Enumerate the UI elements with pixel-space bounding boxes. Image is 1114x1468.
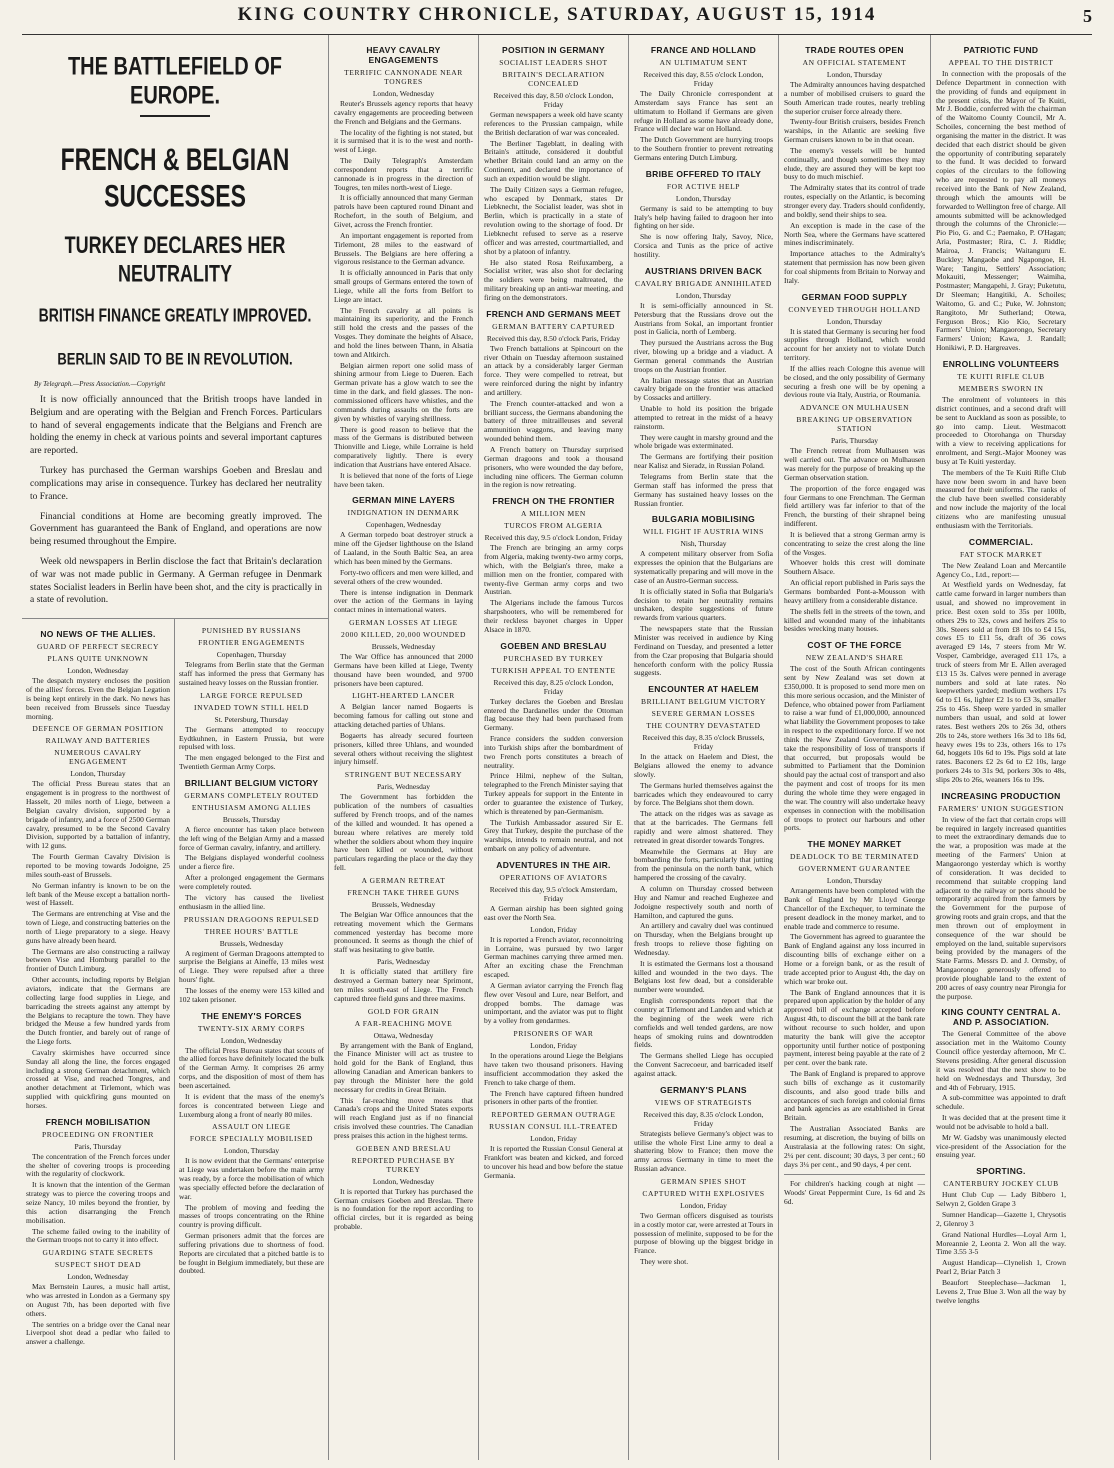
article-dateline: Received this day, 8.35 o'clock London, Friday bbox=[643, 1109, 764, 1128]
article-paragraph: The Germans are fortifying their position near Kalisz and Sieradz, in Russian Poland. bbox=[634, 452, 773, 471]
article-paragraph: German prisoners admit that the forces are suffering privations due to shortness of food. Reports are circulated that a pitched battle is to be fought in Belgium immediately, but these are doubted. bbox=[179, 1231, 324, 1276]
lead-subcolumns bbox=[22, 618, 328, 1460]
article-subheading: THREE HOURS' BATTLE bbox=[204, 926, 299, 936]
article-subheading: SOCIALIST LEADERS SHOT bbox=[499, 58, 608, 67]
article-paragraph: A fierce encounter has taken place between the left wing of the Belgian Army and a massed force of German cavalry, infantry, and artillery. bbox=[179, 824, 324, 852]
article-paragraph: It is officially announced in Paris that only small groups of Germans entered the town of Liege, while all the forts from Belfort to Liege are intact. bbox=[334, 268, 473, 304]
article-paragraph: This far-reaching move means that Canada's crops and the United States exports will reach England just as if no financial crisis involved these countries. The Canadian press praises this action in the highest terms. bbox=[334, 1095, 473, 1140]
article-paragraph: A sub-committee was appointed to draft schedule. bbox=[936, 1093, 1066, 1112]
article-paragraph: Arrangements have been completed with the Bank of England by Mr Lloyd George Chancellor of the Exchequer, to terminate the present deadlock in the money market, and to enable trade and commerce to resume. bbox=[784, 886, 925, 931]
article-dateline: Nish, Thursday bbox=[680, 539, 727, 549]
article-subheading: PROCEEDING ON FRONTIER bbox=[42, 1129, 154, 1139]
article-paragraph: Telegrams from Berlin state that the German staff has informed the press that Germany has sustained heavy losses on the Russian frontier. bbox=[634, 472, 773, 508]
article-paragraph: The French cavalry at all points is maintaining its superiority, and the French still hold the crests and the passes of the Vosges. They dominate the heights of Alsace, and hold the lines between Thann, in Alsatia town and Altkirch. bbox=[334, 305, 473, 359]
article-subheading: STRINGENT BUT NECESSARY bbox=[344, 770, 463, 780]
article-headline: ENCOUNTER AT HAELEM bbox=[648, 684, 759, 695]
article-paragraph: The Fourth German Cavalry Division is reported to be moving towards Jodoigne, 25 miles south-east of Brussels. bbox=[26, 852, 170, 879]
article-paragraph: The Admiralty announces having despatched a number of mobilised cruisers to guard the South American trade routes, nearly trebling the superior cruiser force already there. bbox=[784, 80, 925, 116]
article-subheading: PURCHASED BY TURKEY bbox=[503, 653, 604, 663]
article-subheading: INVADED TOWN STILL HELD bbox=[194, 702, 309, 712]
article-paragraph: The newspapers state that the Russian Minister was received in audience by King Ferdinand on Tuesday, and presented a letter from the Czar proposing that Bulgaria should henceforth conform with the policy Russia suggests. bbox=[634, 624, 773, 678]
article-paragraph: An official report published in Paris says the Germans bombarded Pont-a-Mousson with heavy artillery from a considerable distance. bbox=[784, 578, 925, 605]
article-dateline: London, Wednesday bbox=[67, 666, 129, 676]
article-paragraph: Grand National Hurdles—Loyal Arm 1, Moreannie 2, Leonta 2. Won all the way. Time 3.55 3-5 bbox=[936, 1229, 1066, 1257]
article-headline: BULGARIA MOBILISING bbox=[651, 514, 756, 525]
article-subheading: CONVEYED THROUGH HOLLAND bbox=[788, 304, 921, 314]
article-paragraph: There is good reason to believe that the mass of the Germans is distributed between Thionville and Liege, while Lorraine is held comparatively lightly. There is every indication that Austrians have entered Alsace. bbox=[334, 424, 473, 469]
article-subheading: FOR ACTIVE HELP bbox=[666, 181, 741, 191]
article-dateline: London, Wednesday bbox=[372, 1176, 435, 1186]
news-column-3 bbox=[329, 35, 479, 1460]
article-dateline: London, Thursday bbox=[826, 316, 883, 326]
article-dateline: Paris, Thursday bbox=[74, 1141, 122, 1151]
article-paragraph: The French have captured fifteen hundred prisoners in other parts of the frontier. bbox=[484, 1088, 623, 1107]
article-headline: THE MONEY MARKET bbox=[807, 839, 902, 850]
article-subheading: AN ULTIMATUM SENT bbox=[659, 58, 748, 67]
article-paragraph: The Australian Associated Banks are resuming, at discretion, the buying of bills on Australasia at the following rates: On sight, 2¼ per cent. discount; 30 days, 3 per cent.; 60 days 3¼ per cent., and 90 days, 4 per cent. bbox=[784, 1124, 925, 1169]
article-subheading: GERMAN LOSSES AT LIEGE bbox=[349, 618, 458, 628]
article-subheading: GERMAN BATTERY CAPTURED bbox=[492, 321, 615, 331]
article-subheading: GUARD OF PERFECT SECRECY bbox=[37, 642, 159, 652]
article-paragraph: The Daily Chronicle correspondent at Amsterdam says France has sent an ultimatum to Holland if Germans are given refuge in Holland as some have already done, France will declare war on Holland. bbox=[634, 89, 773, 134]
article-paragraph: An exception is made in the case of the North Sea, where the Germans have scattered mines indiscriminately. bbox=[784, 220, 925, 248]
lead-paragraph: Week old newspapers in Berlin disclose the fact that Britain's declaration of war was not made public in Germany. A German refugee in Denmark states Socialist leaders in Berlin have been shot, and the city is practically in a state of revolution. bbox=[30, 556, 322, 606]
article-paragraph: It is believed that none of the forts of Liege have been taken. bbox=[334, 470, 473, 489]
article-paragraph: The Germans are also constructing a railway between Vise and Homburg parallel to the frontier of Dutch Limburg. bbox=[26, 946, 170, 974]
article-paragraph: The Government has agreed to guarantee the Bank of England against any loss incurred in discounting bills of exchange either on a Home or a foreign bank, or as the result of trade accepted prior to August 4th, the day on which war broke out. bbox=[784, 932, 925, 986]
article-dateline: Received this day, 8.50 o'clock Paris, Friday bbox=[486, 333, 621, 343]
article-paragraph: It is stated that Germany is securing her food supplies through Holland, which would account for her anxiety not to violate Dutch territory. bbox=[784, 326, 925, 363]
article-paragraph: Turkey declares the Goeben and Breslau entered the Dardanelles under the Ottoman flag because they had been purchased from Germany. bbox=[484, 696, 623, 733]
article-headline: TRADE ROUTES OPEN bbox=[805, 45, 904, 55]
article-dateline: Ottawa, Wednesday bbox=[373, 1030, 434, 1040]
lead-headlines bbox=[22, 35, 328, 394]
article-subheading: PRISONERS OF WAR bbox=[513, 1029, 594, 1039]
section-rule bbox=[784, 1174, 925, 1175]
article-paragraph: Whoever holds this crest will dominate Southern Alsace. bbox=[784, 558, 925, 577]
article-headline: COMMERCIAL. bbox=[968, 536, 1034, 547]
article-paragraph: The New Zealand Loan and Mercantile Agency Co., Ltd., report:— bbox=[936, 560, 1066, 579]
article-subheading: FRENCH TAKE THREE GUNS bbox=[347, 887, 460, 897]
article-subheading: A FAR-REACHING MOVE bbox=[354, 1018, 453, 1028]
article-paragraph: Two French battalions at Spincourt on the river Othain on Tuesday afternoon sustained an attack by a considerably larger German force. They were compelled to retreat, but were reinforced during the night by infantry and artillery. bbox=[484, 343, 623, 397]
article-headline: SPORTING. bbox=[976, 1166, 1026, 1177]
article-paragraph: The War Office has announced that 2000 Germans have been killed at Liege, Twenty thousand have been wounded, and 9700 prisoners have been captured. bbox=[334, 652, 473, 688]
article-paragraph: The Admiralty states that its control of trade routes, especially on the Atlantic, is becoming stronger every day. Traders should confidently, and boldly, send their ships to sea. bbox=[784, 183, 925, 219]
article-paragraph: It was decided that at the present time it would not be advisable to hold a ball. bbox=[936, 1113, 1066, 1131]
article-paragraph: They were caught in marshy ground and the whole brigade was exterminated. bbox=[634, 432, 773, 451]
article-subheading: ADVANCE ON MULHAUSEN bbox=[799, 403, 910, 413]
article-subheading: WILL FIGHT IF AUSTRIA WINS bbox=[643, 527, 764, 537]
article-dateline: Received this day, 8.35 o'clock Brussels, Friday bbox=[642, 733, 765, 752]
article-dateline: London, Friday bbox=[680, 1200, 727, 1210]
article-paragraph: It is believed that a strong German army is concentrating to seize the crest along the line of the Vosges. bbox=[784, 529, 925, 557]
article-paragraph: The shells fell in the streets of the town, and killed and wounded many of the inhabitants besides wrecking many houses. bbox=[784, 606, 925, 634]
lead-body bbox=[22, 394, 328, 614]
article-headline: KING COUNTY CENTRAL A. AND P. ASSOCIATION. bbox=[941, 1007, 1061, 1028]
article-paragraph: No German infantry is known to be on the left bank of the Meuse except a battalion north-west of Hasselt. bbox=[26, 880, 170, 908]
article-paragraph: In the attack on Haelem and Diest, the Belgians allowed the enemy to advance slowly. bbox=[634, 752, 773, 779]
article-paragraph: In the operations around Liege the Belgians have taken two thousand prisoners. Having insufficient accommodation they asked the French to take charge of them. bbox=[484, 1051, 623, 1087]
page-number: 5 bbox=[1083, 6, 1092, 26]
article-headline: BRIBE OFFERED TO ITALY bbox=[645, 168, 762, 179]
article-paragraph: She is now offering Italy, Savoy, Nice, Corsica and Tunis as the price of active hostility. bbox=[634, 232, 773, 259]
article-paragraph: The Dutch Government are hurrying troops to the Southern frontier to prevent retreating Germans entering Dutch Limburg. bbox=[634, 135, 773, 162]
article-headline: PATRIOTIC FUND bbox=[963, 45, 1039, 55]
article-paragraph: English correspondents report that the country at Tirlemont and Landen and which at the beginning of the week were rich cornfields and well tended gardens, are now heaps of smoking ruins and downtrodden fields. bbox=[634, 996, 773, 1050]
article-paragraph: The enrolment of volunteers in this district continues, and a second draft will be sent to Auckland as soon as possible, to go into camp. Lieut. Westmacott proceeded to Otorohanga on Thursday with a view to receiving applications for enrolment, and Sergt.-Major Mooney was busy at Te Kuiti yesterday. bbox=[936, 395, 1066, 466]
article-paragraph: A column on Thursday crossed between Huy and Namur and reached Eughezee and Jodoigne respectively south and north of Hamilton, and captured the guns. bbox=[634, 884, 773, 920]
article-headline: ENROLLING VOLUNTEERS bbox=[942, 359, 1060, 369]
article-paragraph: Twenty-four British cruisers, besides French warships, in the Atlantic are seeking five German cruisers known to be in that ocean. bbox=[784, 117, 925, 145]
article-subheading: RUSSIAN CONSUL ILL-TREATED bbox=[489, 1122, 618, 1132]
article-subheading: TE KUITI RIFLE CLUB bbox=[957, 372, 1045, 381]
article-paragraph: The sentries on a bridge over the Canal near Liverpool shot dead a pedlar who failed to answer a challenge. bbox=[26, 1319, 170, 1347]
article-subheading: OPERATIONS OF AVIATORS bbox=[499, 873, 608, 882]
article-dateline: London, Wednesday bbox=[67, 1272, 129, 1282]
article-paragraph: Strategists believe Germany's object was to utilise the whole First Line army to deal a shattering blow to France; then move the army across Germany in time to meet the Russian advance. bbox=[634, 1128, 773, 1174]
article-subheading: SEVERE GERMAN LOSSES bbox=[651, 709, 756, 719]
article-paragraph: The Government has forbidden the publication of the numbers of casualties suffered by French troops, and of the names of the killed and wounded. It has opened a bureau where relatives are merely told whether the soldiers about whom they inquire have been killed or wounded, without particulars regarding the place or the day they fell. bbox=[334, 792, 473, 873]
masthead-title: KING COUNTRY CHRONICLE, SATURDAY, AUGUST 15, 1914 bbox=[237, 4, 877, 25]
article-paragraph: It is reported a French aviator, reconnoitring in Lorraine, was pursued by two larger German machines carrying three armed men. After an exciting chase the Frenchman escaped. bbox=[484, 934, 623, 980]
article-paragraph: By arrangement with the Bank of England, the Finance Minister will act as trustee to hold gold for the Bank of England, thus allowing Canadian and American bankers to pay through the Minister here the gold necessary for credits in Great Britain. bbox=[334, 1040, 473, 1094]
article-headline: HEAVY CAVALRY ENGAGEMENTS bbox=[366, 45, 441, 65]
article-paragraph: It is semi-officially announced in St. Petersburg that the Russians drove out the Austrians from Sokal, an important frontier post in Galicia, north of Lemberg. bbox=[634, 300, 773, 337]
lead-column bbox=[22, 35, 329, 1460]
article-headline: GERMANY'S PLANS bbox=[660, 1084, 747, 1095]
news-column-4 bbox=[479, 35, 629, 1460]
article-paragraph: Meanwhile the Germans at Huy are bombarding the forts, particularly that jutting from the peninsula on the north bank, which hampered the crossing of the cavalry. bbox=[634, 846, 773, 883]
lead-paragraph: It is now officially announced that the British troops have landed in Belgium and are operating with the Belgian and French Forces. Particulars to hand of several engagements indicate that the Belgians and French are holding the enemy in check at various points and several important captures are reported. bbox=[30, 395, 322, 457]
article-subheading: GOLD FOR GRAIN bbox=[367, 1006, 440, 1016]
article-subheading: APPEAL TO THE DISTRICT bbox=[948, 58, 1054, 67]
article-paragraph: The Germans hurled themselves against the barricades which they endeavoured to carry by force. The Belgians shot them down. bbox=[634, 780, 773, 808]
article-dateline: Paris, Wednesday bbox=[377, 782, 430, 792]
article-paragraph: It is now evident that the Germans' enterprise at Liege was undertaken before the main army was ready, by a force the mobilisation of which was specially effected before the declaration of war. bbox=[179, 1156, 324, 1201]
article-dateline: London, Thursday bbox=[675, 290, 732, 300]
article-paragraph: The Algerians include the famous Turcos sharpshooters, who will be remembered for their reckless bayonet charges in Upper Alsace in 1870. bbox=[484, 598, 623, 634]
article-paragraph: They pursued the Austrians across the Bug river, blowing up a bridge and a viaduct. A German general commands the Austrian troops on the Austrian frontier. bbox=[634, 338, 773, 374]
article-headline: FRENCH MOBILISATION bbox=[45, 1116, 151, 1127]
article-headline: GOEBEN AND BRESLAU bbox=[500, 640, 607, 651]
article-subheading: A GERMAN RETREAT bbox=[361, 875, 446, 885]
article-subheading: GUARDING STATE SECRETS bbox=[42, 1248, 154, 1258]
article-paragraph: The Daily Telegraph's Amsterdam correspondent reports that a terrific cannonade is in progress in the direction of Tougres, ten miles north-west of Liege. bbox=[334, 156, 473, 192]
article-paragraph: It is reported the Russian Consul General at Frankfort was beaten and kicked, and forced to uncover his head and bow before the statue Germania. bbox=[484, 1144, 623, 1180]
article-subheading: BRITAIN'S DECLARATION CONCEALED bbox=[502, 70, 605, 88]
article-subheading: GOEBEN AND BRESLAU bbox=[356, 1143, 451, 1153]
article-paragraph: The Bank of England is prepared to approve such bills of exchange as it customarily discounts, and also good trade bills and acceptances of such foreign and colonial firms and bank agencies as are established in Great Britain. bbox=[784, 1069, 925, 1123]
article-dateline: Brussels, Wednesday bbox=[219, 938, 284, 948]
article-subheading: ENTHUSIASM AMONG ALLIES bbox=[191, 802, 312, 812]
masthead bbox=[22, 4, 1092, 35]
news-column-7 bbox=[931, 35, 1071, 1460]
article-subheading: TERRIFIC CANNONADE NEAR TONGRES bbox=[344, 68, 463, 86]
article-subheading: CANTERBURY JOCKEY CLUB bbox=[943, 1179, 1059, 1189]
article-headline: FRENCH AND GERMANS MEET bbox=[486, 308, 621, 319]
article-paragraph: There is intense indignation in Denmark over the action of the Germans in laying contact mines in international waters. bbox=[334, 587, 473, 615]
article-paragraph: Other accounts, including reports by Belgian aviators, indicate that the Germans are collecting large food supplies in Liege, and barricading the streets against any attempt by the Belgians to recapture the town. They have bridged the Meuse a few hundred yards from the Dutch frontier, and barely out of range of the Liege forts. bbox=[26, 975, 170, 1047]
article-dateline: Paris, Thursday bbox=[831, 436, 878, 446]
article-dateline: Brussels, Thursday bbox=[222, 814, 281, 824]
article-paragraph: The proportion of the force engaged was four Germans to one Frenchman. The German field artillery was far inferior to that of the French, the bursting of their shrapnel being indifferent. bbox=[784, 483, 925, 529]
article-dateline: London, Friday bbox=[530, 924, 577, 934]
article-paragraph: Cavalry skirmishes have occurred since Sunday all along the line, the forces engaged including a strong German detachment, which crossed at Vise, and reached Tongres, and another detachment at Tirlemont, which was supplied with quickfiring guns mounted on horses. bbox=[26, 1047, 170, 1110]
article-paragraph: Telegrams from Berlin state that the German staff has informed the press that Germany has sustained heavy losses on the Russian frontier. bbox=[179, 660, 324, 687]
article-subheading: ASSAULT ON LIEGE bbox=[212, 1122, 291, 1132]
article-paragraph: After a prolonged engagement the Germans were completely routed. bbox=[179, 873, 324, 891]
article-subheading: CAVALRY BRIGADE ANNIHILATED bbox=[635, 278, 772, 288]
article-paragraph: The men engaged belonged to the First and Twentieth German Army Corps. bbox=[179, 753, 324, 772]
article-dateline: Copenhagen, Wednesday bbox=[365, 520, 442, 530]
article-paragraph: A German airship has been sighted going east over the North Sea. bbox=[484, 904, 623, 922]
article-paragraph: The members of the Te Kuiti Rifle Club have now been sworn in and have been measured for their uniforms. The ranks of the club have been swelled considerably and now include the majority of the local citizens who are manifesting unusual enthusiasm with the Territorials. bbox=[936, 467, 1066, 530]
article-paragraph: The Belgian War Office announces that the retreating movement which the Germans commenced yesterday has become more pronounced. It seems as though the chief of staff was hesitating to give battle. bbox=[334, 909, 473, 955]
columns bbox=[22, 35, 1092, 1460]
article-paragraph: Germany is said to be attempting to buy Italy's help having failed to dragoon her into fighting on her side. bbox=[634, 203, 773, 231]
article-paragraph: The enemy's vessels will be hunted continually, and though sometimes they may elude, they are assured they will be kept too busy to do much mischief. bbox=[784, 145, 925, 182]
article-paragraph: Two German officers disguised as tourists in a costly motor car, were arrested at Tours in possession of melinite, supposed to be for the purpose of blowing up the biggest bridge in France. bbox=[634, 1210, 773, 1256]
headline-berlin: BERLIN SAID TO BE IN REVOLUTION. bbox=[57, 348, 293, 369]
article-headline: THE ENEMY'S FORCES bbox=[201, 1010, 302, 1021]
article-paragraph: It is reported that Turkey has purchased the German cruisers Goeben and Breslau. There is no foundation for the report according to official circles, but it is regarded as being probable. bbox=[334, 1186, 473, 1232]
article-paragraph: A Belgian lancer named Bogaerts is becoming famous for calling out stone and attacking detached parties of Uhlans. bbox=[334, 702, 473, 730]
article-paragraph: The General Committee of the above association met in the Waitomo County Council office yesterday afternoon, Mr C. Stevens presiding. After general discussion it was resolved that the next show to be held on Wednesdays and Thursday, 3rd and 4th of February, 1915. bbox=[936, 1029, 1066, 1092]
headline-rule bbox=[140, 115, 210, 117]
article-paragraph: Max Bernstein Laures, a music hall artist, who was arrested in London as a Germany spy on August 7th, has been deported with five others. bbox=[26, 1282, 170, 1318]
article-paragraph: The Daily Citizen says a German refugee, who escaped by Denmark, states Dr Liebknecht, the Socialist leader, was shot in Berlin, which is practically in a state of revolution owing to the shortage of food. Dr Liebknecht refused to serve as a reserve officer and was arrested, courtmartialled, and shot by a platoon of infantry. bbox=[484, 184, 623, 256]
headline-french-belgian: FRENCH & BELGIAN SUCCESSES bbox=[60, 141, 290, 214]
article-paragraph: The problem of moving and feeding the masses of troops concentrating on the Rhine country is proving difficult. bbox=[179, 1202, 324, 1230]
article-paragraph: It is officially stated that artillery fire destroyed a German battery near Sprimont, ten miles south-east of Liege. The French captured three field guns and three maxims. bbox=[334, 967, 473, 1003]
article-paragraph: In view of the fact that certain crops will be required in largely increased quantities to meet the extraordinary demands due to the war, a proposition was made at the meeting of the Farmers' Union at Mangaorongo yesterday which is worthy of consideration. It was decided to recommend that suitable cropping land adjacent to the railway or ports should be temporarily acquired from the farmers by the Government for the purpose of growing roots and grain crops, and that the men thrown out of employment in consequence of the war should be employed on the land, suitable supervisors being provided by the managers of the State Farms. Messrs D. and J. Ormsby, of Mangaorongo generously offered to provide ploughable land to the extent of 200 acres of easy country near Pirongia for the purpose. bbox=[936, 814, 1066, 1001]
article-paragraph: A German aviator carrying the French flag flew over Vesoul and Lure, near Belfort, and dropped bombs. The damage was unimportant, and the aviator was put to flight by a volley from gendarmes. bbox=[484, 980, 623, 1026]
article-paragraph: The Bank of England announces that it is prepared upon application by the holder of any approved bill of exchange accepted before August 4th, to discount the bill at the bank rate without recourse to such holder, and upon maturity the bank will give the acceptor opportunity until further notice of postponing payment, interest being payable at the rate of 2 per cent. over the bank rate. bbox=[784, 987, 925, 1068]
article-paragraph: It is evident that the mass of the enemy's forces is concentrated between Liege and Luxemburg along a front of nearly 80 miles. bbox=[179, 1091, 324, 1119]
article-paragraph: It is officially stated in Sofia that Bulgaria's decision to retain her neutrality remains unshaken, despite suggestions of future rewards from various quarters. bbox=[634, 586, 773, 623]
article-paragraph: France considers the sudden conversion into Turkish ships after the bombardment of two French ports constitutes a breach of neutrality. bbox=[484, 734, 623, 770]
article-paragraph: The official Press Bureau states that scouts of the allied forces have definitely located the bulk of the German Army. It comprises 26 army corps, and the disposition of most of them has been ascertained. bbox=[179, 1045, 324, 1090]
article-dateline: London, Thursday bbox=[675, 193, 732, 203]
article-headline: GERMAN MINE LAYERS bbox=[352, 495, 455, 506]
article-paragraph: The concentration of the French forces under the shelter of covering troops is proceeding with the regularity of clockwork. bbox=[26, 1151, 170, 1179]
news-column-2 bbox=[175, 619, 328, 1460]
article-dateline: Brussels, Wednesday bbox=[371, 642, 436, 652]
article-paragraph: The attack on the ridges was as savage as that at the barricades. The Germans fell rapidly and were almost shattered. They retreated in great disorder towards Tongres. bbox=[634, 809, 773, 845]
article-paragraph: A regiment of German Dragoons attempted to surprise the Belgians at Aineffe, 13 miles west of Liege. They were repulsed after a three hours' fight. bbox=[179, 948, 324, 985]
article-dateline: Copenhagen, Thursday bbox=[216, 650, 287, 660]
article-paragraph: An important engagement is reported from Tirlemont, 28 miles to the eastward of Brussels. The Belgians are here offering a vigorous resistance to the German advance. bbox=[334, 230, 473, 267]
article-headline: FRANCE AND HOLLAND bbox=[650, 45, 757, 55]
article-subheading: DEADLOCK TO BE TERMINATED bbox=[790, 852, 919, 862]
article-subheading: NUMEROUS CAVALRY ENGAGEMENT bbox=[54, 748, 142, 767]
article-subheading: MEMBERS SWORN IN bbox=[958, 384, 1044, 393]
article-paragraph: Reuter's Brussels agency reports that heavy cavalry engagements are proceeding between the French and Belgians and the Germans. bbox=[334, 99, 473, 126]
article-dateline: London, Friday bbox=[530, 1134, 577, 1144]
article-subheading: DEFENCE OF GERMAN POSITION bbox=[32, 724, 164, 734]
article-subheading: REPORTED GERMAN OUTRAGE bbox=[491, 1110, 616, 1120]
article-paragraph: For children's hacking cough at night — Woods' Great Peppermint Cure, 1s 6d and 2s 6d. bbox=[784, 1179, 925, 1207]
article-subheading: CAPTURED WITH EXPLOSIVES bbox=[642, 1188, 765, 1198]
article-headline: GERMAN FOOD SUPPLY bbox=[801, 291, 908, 302]
press-credit: By Telegraph.—Press Association.—Copyright bbox=[34, 380, 166, 388]
article-subheading: GERMAN SPIES SHOT bbox=[660, 1176, 747, 1186]
article-paragraph: In connection with the proposals of the Defence Department in connection with the providing of funds and equipment in the present crisis, the Mayor of Te Kuiti, Mr J. Boddie, conferred with the chairman of the Waitomo County Council, Mr A. Schoiles, concerning the best method of organising the matter in the district. It was decided that each district should be given the opportunity of contributing separately to the fund. It was decided to forward copies of the circulars to the following who are requested to pay all moneys received into the Bank of New Zealand, through which the amounts will be forwarded to Wellington free of charge. All amounts submitted will be acknowledged through the columns of the Chronicle:—Pio Pio, G. and C.; Paemako, P. O'Hagan; Aria, Postmaster; Rira, C. J. Riddle; Mairoa, J. Francis; Waitanguru E. Buckley; Mangaobe and Ngapongoe, H. Ware; Tangitu, Settlers' Association; Mokauiti, Messenger; Waimiha, Postmaster; Mangapehi, J. Gray; Puketutu, Dr Sleeman; Hangitiki, A. Schoiles; Waitomo, G. and C.; Puke, W. Johnston; Rangitoto, Mr Sutherland; Otewa, Ferguson Bros.; Kio Kio, Secretary Farmers' Union; Mangaorongo, Secretary Farmers' Union; Kawa, J. Randall; Honikiwi, P. D. Hargreaves. bbox=[936, 69, 1066, 353]
article-paragraph: The locality of the fighting is not stated, but it is surmised that it is to the west and north-west of Liege. bbox=[334, 127, 473, 155]
article-paragraph: Sumner Handicap—Gazette 1, Chrysotis 2, Glenroy 3 bbox=[936, 1209, 1066, 1228]
news-column-6 bbox=[779, 35, 931, 1460]
article-paragraph: The Belgians displayed wonderful coolness under a fierce fire. bbox=[179, 853, 324, 872]
article-subheading: FORCE SPECIALLY MOBILISED bbox=[189, 1134, 314, 1144]
article-dateline: Received this day, 8.55 o'clock London, Friday bbox=[643, 70, 764, 88]
article-paragraph: Forty-two officers and men were killed, and several others of the crew wounded. bbox=[334, 567, 473, 586]
article-dateline: London, Thursday bbox=[70, 769, 126, 779]
article-subheading: VIEWS OF STRATEGISTS bbox=[654, 1097, 753, 1107]
article-paragraph: The Germans are entrenching at Vise and the town of Liege, and constructing batteries on the north of Liege preparatory to a siege. Heavy guns have already been heard. bbox=[26, 909, 170, 945]
article-dateline: London, Thursday bbox=[826, 70, 883, 79]
article-paragraph: An artillery and cavalry duel was continued on Thursday, when the Belgians brought up fresh troops to relieve those fighting on Wednesday. bbox=[634, 921, 773, 957]
article-subheading: RAILWAY AND BATTERIES bbox=[45, 736, 151, 746]
headline-turkey: TURKEY DECLARES HER NEUTRALITY bbox=[64, 231, 286, 287]
article-paragraph: The French retreat from Mulhausen was well carried out. The advance on Mulhausen was merely for the purpose of breaking up the German observation station. bbox=[784, 446, 925, 482]
article-headline: POSITION IN GERMANY bbox=[502, 45, 605, 55]
article-paragraph: Belgian airmen report one solid mass of shining armour from Liege to Dueren. Each German private has a glow watch to see the time in the dark, and field glasses. The non-commissioned officers have whistles, and the commands during assaults on the forts are given by whistles of varying shrillness. bbox=[334, 360, 473, 423]
article-dateline: Received this day, 9.5 o'clock London, Friday bbox=[484, 533, 623, 543]
article-dateline: Received this day, 8.25 o'clock London, Friday bbox=[493, 677, 614, 696]
article-paragraph: The French are bringing an army corps from Algeria, making twenty-two army corps, which, with the Belgian's three, make a million men on the frontier, compared with twenty-five German army corps and two Austrian. bbox=[484, 543, 623, 597]
article-subheading: THE COUNTRY DEVASTATED bbox=[646, 721, 761, 731]
article-paragraph: German newspapers a week old have scanty references to the Prussian campaign, while the British declaration of war was concealed. bbox=[484, 110, 623, 137]
article-subheading: FARMERS' UNION SUGGESTION bbox=[938, 803, 1064, 813]
article-subheading: SUSPECT SHOT DEAD bbox=[54, 1260, 142, 1270]
lead-paragraph: Financial conditions at Home are becoming greatly improved. The Government has guaranteed the Bank of England, and operations are now being resumed throughout the Empire. bbox=[30, 511, 322, 548]
article-dateline: London, Friday bbox=[530, 1041, 577, 1051]
article-paragraph: The victory has caused the liveliest enthusiasm in the allied line. bbox=[179, 892, 324, 911]
article-paragraph: A French battery on Thursday surprised German dragoons and took a thousand prisoners, who were wounded the day before, including nine officers. The German column in the region is now retreating. bbox=[484, 445, 623, 490]
article-subheading: FAT STOCK MARKET bbox=[959, 549, 1043, 559]
article-dateline: Received this day, 8.50 o'clock London, Friday bbox=[493, 91, 614, 109]
article-paragraph: The Berliner Tageblatt, in dealing with Britain's attitude, considered it doubtful whether Britain could land an army on the Continent, and declared the importance of such an expedition would be slight. bbox=[484, 138, 623, 183]
article-subheading: INDIGNATION IN DENMARK bbox=[347, 508, 460, 518]
article-dateline: London, Wednesday bbox=[372, 89, 435, 98]
article-subheading: BRILLIANT BELGIUM VICTORY bbox=[640, 697, 766, 707]
article-subheading: BREAKING UP OBSERVATION STATION bbox=[796, 415, 913, 434]
article-headline: BRILLIANT BELGIUM VICTORY bbox=[184, 777, 319, 788]
article-paragraph: Bogaerts has already secured fourteen prisoners, killed three Uhlans, and wounded several others without receiving the slightest injury himself. bbox=[334, 730, 473, 767]
article-paragraph: Hunt Club Cup — Lady Bibbero 1, Selwyn 2, Golden Grape 3 bbox=[936, 1190, 1066, 1209]
headline-battlefield: THE BATTLEFIELD OF EUROPE. bbox=[67, 53, 283, 110]
news-column-5 bbox=[629, 35, 779, 1460]
article-paragraph: The cost of the South African contingents sent by New Zealand was set down at £350,000. It is proposed to send more men on this more serious occasion, and the Minister of Defence, who obtained power from Parliament to raise a war fund of £1,000,000, announced what liability the Government proposes to take in respect to the expeditionary force. If we not think the New Zealand Government should take the responsibility of loss of transports if that occurred, but proposals would be submitted to Parliament that the Dominion should pay the actual cost of transport and also the payment and cost of troops for its men during the whole time they were engaged in the war. The country will also undertake heavy expenses in connection with the mobilisation of troops to protect our harbours and other ports. bbox=[784, 664, 925, 833]
article-dateline: London, Thursday bbox=[826, 876, 883, 886]
article-subheading: PRUSSIAN DRAGOONS REPULSED bbox=[183, 914, 320, 924]
article-subheading: PUNISHED BY RUSSIANS bbox=[201, 626, 302, 636]
article-paragraph: A competent military observer from Sofia expresses the opinion that the Bulgarians are systematically preparing and will move in the case of an Austro-German success. bbox=[634, 549, 773, 585]
article-dateline: St. Petersburg, Thursday bbox=[214, 714, 289, 724]
article-headline: ADVENTURES IN THE AIR. bbox=[496, 860, 611, 870]
article-subheading: A MILLION MEN bbox=[521, 509, 586, 519]
article-headline: FRENCH ON THE FRONTIER bbox=[492, 496, 615, 507]
headline-finance: BRITISH FINANCE GREATLY IMPROVED. bbox=[38, 304, 312, 326]
article-paragraph: The scheme failed owing to the inability of the German troops not to carry it into effect. bbox=[26, 1226, 170, 1245]
article-subheading: NEW ZEALAND'S SHARE bbox=[805, 653, 904, 663]
article-dateline: Received this day, 9.5 o'clock Amsterdam, Friday bbox=[489, 885, 618, 903]
article-paragraph: The Germans shelled Liege has occupied the Convent Sacrecoeur, and barricaded itself against attack. bbox=[634, 1051, 773, 1078]
article-dateline: London, Thursday bbox=[223, 1146, 280, 1156]
article-dateline: Brussels, Wednesday bbox=[371, 899, 436, 909]
article-subheading: GERMANS COMPLETELY ROUTED bbox=[184, 790, 319, 800]
article-headline: INCREASING PRODUCTION bbox=[941, 790, 1061, 801]
article-paragraph: It is known that the intention of the German strategy was to pierce the covering troops and seize Nancy, 10 miles beyond the frontier, by this action disarranging the French mobilisation. bbox=[26, 1180, 170, 1225]
article-subheading: TWENTY-SIX ARMY CORPS bbox=[197, 1023, 306, 1033]
article-paragraph: The Germans attempted to reoccupy Eydtkuhnen, in Eastern Prussia, but were repulsed with loss. bbox=[179, 724, 324, 752]
article-paragraph: Prince Hilmi, nephew of the Sultan, telegraphed to the French Minister saying that Turkey appeals for support in the Entente in order to guarantee the existence of Turkey, which is threatened by pan-Germanism. bbox=[484, 771, 623, 816]
article-subheading: FRONTIER ENGAGEMENTS bbox=[198, 638, 305, 648]
article-paragraph: Beaufort Steeplechase—Jackman 1, Levens 2, True Blue 3. Won all the way by twelve lengths bbox=[936, 1277, 1066, 1305]
article-paragraph: The losses of the enemy were 153 killed and 102 taken prisoner. bbox=[179, 985, 324, 1004]
article-paragraph: Importance attaches to the Admiralty's statement that permission has now been given for coal shipments from Britain to Norway and Italy. bbox=[784, 249, 926, 285]
article-paragraph: The despatch mystery encloses the position of the allies' forces. Even the Belgian Legation is being kept entirely in the dark. No news has been received from Brussels since Tuesday morning. bbox=[26, 676, 170, 721]
article-paragraph: It is officially announced that many German patrols have been captured round Dinant and Rochefort, in the south of Belgium, and Givet, across the French frontier. bbox=[334, 193, 473, 229]
article-dateline: Paris, Wednesday bbox=[377, 957, 430, 967]
article-headline: AUSTRIANS DRIVEN BACK bbox=[644, 265, 763, 276]
article-subheading: GOVERNMENT GUARANTEE bbox=[798, 864, 911, 874]
article-subheading: TURCOS FROM ALGERIA bbox=[504, 521, 603, 531]
article-subheading: AN OFFICIAL STATEMENT bbox=[802, 58, 907, 67]
lead-paragraph: Turkey has purchased the German warships Goeben and Breslau and complications may arise in consequence. Turkey has declared her neutrality to France. bbox=[30, 466, 322, 502]
article-subheading: TURKISH APPEAL TO ENTENTE bbox=[491, 665, 616, 675]
article-subheading: PLANS QUITE UNKNOWN bbox=[47, 654, 149, 664]
article-paragraph: The Turkish Ambassador assured Sir E. Grey that Turkey, despite the purchase of the warships, intends to remain neutral, and not embark on any policy of adventure. bbox=[484, 817, 623, 854]
article-paragraph: At Westfield yards on Wednesday, fat cattle came forward in larger numbers than usual, and showed no improvement in price. Best oxen sold to 35s per 100lb, others 29s to 32s, cows and heifers 25s to 30s. Steers sold at from £8 10s to £4 15s, cows £5 to £11 5s, draft of 36 cows averaged £9 14s, 7 steers from Mr W. Vosper, Cambridge, averaged £11 17s, a truck of steers from Mr E. Allen averaged £13 15 3s. Calves were penned in average numbers and sold at late rates. No keepwethers yarded; medium wethers 17s 6d to £1 6s, lighter £2 1s to £3 3s, smaller 25s to 45s. Sheep were yarded in smaller numbers than usual, and sold at lower rates. Best wethers 20s to 26s 3d, others 20s to 24s, store wethers 16s 3d to 18s 6d, heavy ewes 19s to 23s, others 16s to 17s 6d, hoggets 10s 6d to 19s. Pigs sold at late rates. Baconers £2 2s 6d to £2 10s, large porkers 24s to 31s 9d, porkers 30s to 48s, slips 20s to 26s, weaners 16s to 19s. bbox=[936, 580, 1066, 784]
article-subheading: LIGHT-HEARTED LANCER bbox=[352, 691, 455, 701]
article-headline: COST OF THE FORCE bbox=[807, 640, 902, 651]
article-paragraph: It is estimated the Germans lost a thousand killed and wounded in the two days. The Belgians lost few dead, but a considerable number were wounded. bbox=[634, 958, 773, 995]
article-paragraph: A German torpedo boat destroyer struck a mine off the Gjedser lighthouse on the Island of Laaland, in the South Baltic Sea, an area which has been mined by the Germans. bbox=[334, 530, 473, 566]
article-paragraph: August Handicap—Clynelish 1, Crown Pearl 2, Briar Patch 3 bbox=[936, 1258, 1066, 1277]
article-dateline: London, Wednesday bbox=[220, 1035, 283, 1045]
article-subheading: REPORTED PURCHASE BY TURKEY bbox=[351, 1155, 456, 1174]
article-paragraph: The official Press Bureau states that an engagement is in progress to the northwest of Hasselt, 20 miles north of Liege, between a Belgian cavalry division, supported by a brigade of infantry, and a force of 2500 German cavalry, presumed to be the Second Cavalry Division, supported by a battalion of infantry, with 12 guns. bbox=[26, 779, 170, 851]
article-paragraph: He also stated Rosa Reifuxamberg, a Socialist writer, was also shot for declaring the soldiers were being maltreated, the military breaking up an anti-war meeting, and firing on the demonstrators. bbox=[484, 257, 623, 302]
article-paragraph: The French counter-attacked and won a brilliant success, the Germans abandoning the battery of three mitrailleuses and several ammunition waggons, and leaving many wounded behind them. bbox=[484, 398, 623, 444]
article-paragraph: Mr W. Gadsby was unanimously elected vice-president of the Association for the ensuing year. bbox=[936, 1132, 1066, 1160]
article-paragraph: If the allies reach Cologne this avenue will be closed, and the only possibility of Germany securing a fresh one will be by opening a devious route via Italy, Austria, or Roumania. bbox=[784, 363, 925, 400]
news-column-1 bbox=[22, 619, 175, 1460]
article-paragraph: An Italian message states that an Austrian cavalry brigade on the frontier was attacked by Cossacks and artillery. bbox=[634, 375, 773, 403]
article-paragraph: They were shot. bbox=[640, 1257, 689, 1267]
article-headline: NO NEWS OF THE ALLIES. bbox=[40, 629, 156, 640]
article-subheading: 2000 KILLED, 20,000 WOUNDED bbox=[340, 630, 466, 640]
article-paragraph: Unable to hold its position the brigade attempted to retreat in the midst of a heavy rainstorm. bbox=[634, 404, 773, 431]
article-subheading: LARGE FORCE REPULSED bbox=[200, 690, 303, 700]
